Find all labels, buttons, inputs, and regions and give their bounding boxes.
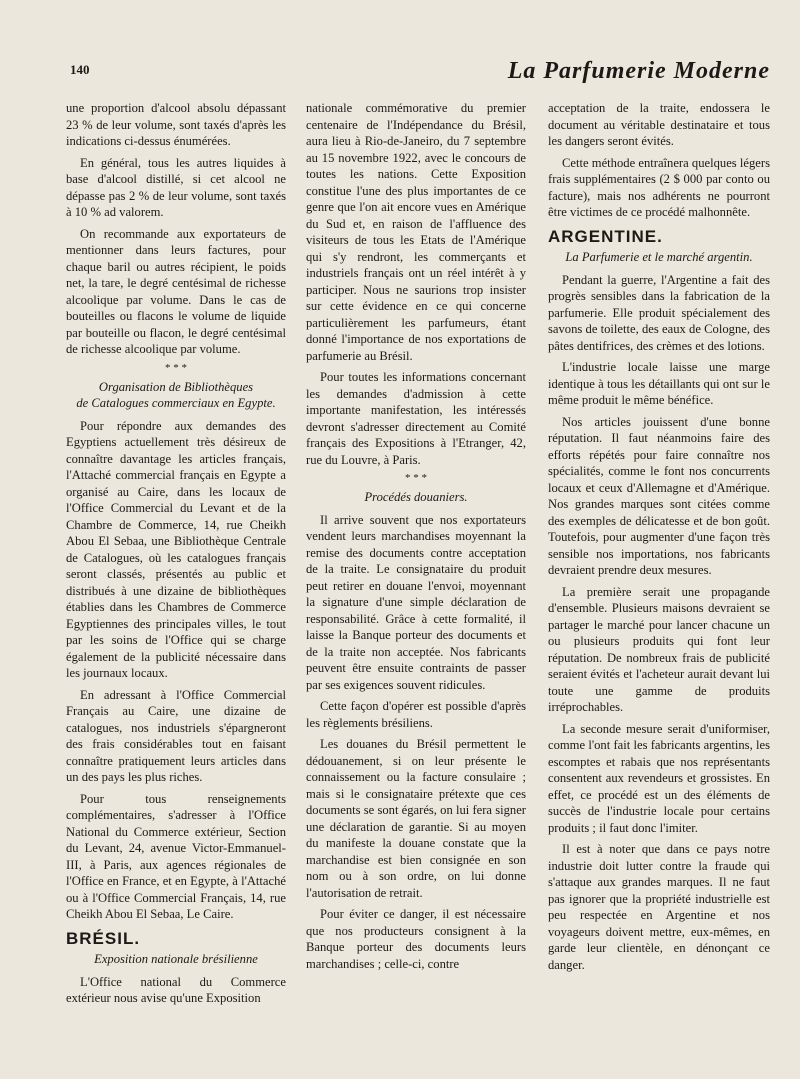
paragraph: acceptation de la traite, endossera le document au véritable destinataire et tous les dangers seront évités. [548,101,770,148]
paragraph: Pour éviter ce danger, il est nécessaire que nos producteurs consignent à la Banque porteur des documents leurs marchandises ; celle-ci, contre [306,907,526,971]
paragraph: Pour toutes les informations concernant les demandes d'admission à cette importante manifestation, les intéressés devront s'adresser directement au Comité français des Expositions à l'Etranger, 42, rue du Louvre, à Paris. [306,370,526,467]
journal-title: La Parfumerie Moderne [507,58,770,84]
paragraph: une proportion d'alcool absolu dépassant 23 % de leur volume, sont taxés d'après les indications ci-dessus énumérées. [66,101,286,148]
paragraph: La seconde mesure serait d'uniformiser, comme l'ont fait les fabricants argentins, les escomptes et rabais que nos représentants consentent aux revendeurs et grossistes. En effet, ce procédé est un des éléments de succès de l'industrie locale pour certains produits ; il faut donc l'imiter. [548,721,770,835]
section-separator: * * * [165,361,187,374]
paragraph: Pendant la guerre, l'Argentine a fait des progrès sensibles dans la fabrication de la parfumerie. Elle produit spécialement des savons de toilette, des eaux de Cologne, des pâtes dentifrices, des crèmes et des lotions. [548,272,770,353]
section-title: BRÉSIL. [66,928,141,948]
paragraph: Cette façon d'opérer est possible d'après les règlements brésiliens. [306,699,526,730]
column-3 [548,100,770,978]
section-separator: * * * [405,472,427,484]
section-subhead [66,379,286,412]
paragraph: Les douanes du Brésil permettent le dédouanement, si on leur présente le connaissement ou la facture consulaire ; mais si le consignataire prétexte que ces documents se sont égarés, on lui fera signer une déclaration de garantie. Si au moyen du manifeste la douane constate que la marchandise est bien consignée en son nom ou à son ordre, on lui donne l'autorisation de retrait. [306,737,526,900]
paragraph: La première serait une propagande d'ensemble. Plusieurs maisons devraient se partager le marché pour lancer chacune un ou plusieurs produits qui font leur réputation. De nombreux frais de publicité seraient évités et l'acheteur aurait devant lui toute une gamme de produits irréprochables. [548,584,770,714]
paragraph: Cette méthode entraînera quelques légers frais supplémentaires (2 $ 000 par conto ou facture), mais nos adhérents ne pourront être victimes de ce procédé malhonnête. [548,155,770,219]
paragraph: Nos articles jouissent d'une bonne réputation. Il faut néanmoins faire des efforts répétés pour faire connaître nos spécialités, comme le font nos concurrents locaux et ceux d'Allemagne et d'Amérique. Nos grandes marques sont citées comme des exemples de délicatesse et de bon goût. Toutefois, pour augmenter d'une façon très sensible nos importations, nos fabricants devraient prendre deux mesures. [548,414,770,577]
paragraph: Pour tous renseignements complémentaires, s'adresser à l'Office National du Commerce extérieur, Section du Levant, 24, avenue Victor-Emmanuel-III, à Paris, aux agences régionales de l'Office en France, et en Egypte, à l'Attaché ou à l'Office Commercial Français, 14, rue Cheikh Abou El Sebaa, Le Caire. [66,791,286,921]
paragraph: Pour répondre aux demandes des Egyptiens actuellement très désireux de connaître davantage les articles français, l'Attaché commercial français en Egypte a organisé au Caire, dans les locaux de l'Office Commercial du Levant et de la Chambre de Commerce, 14, rue Cheikh Abou El Sebaa, une Bibliothèque Centrale de Catalogues, où les catalogues français seront classés, présentés au public et distribués à une dizaine de bibliothèques établies dans les Chambres de Commerce Egyptiennes des principales villes, le tout par les soins de l'Office qui se charge également de la publicité nécessaire dans les journaux locaux. [66,418,286,680]
column-2 [306,100,526,977]
paragraph: nationale commémorative du premier centenaire de l'Indépendance du Brésil, aura lieu à Rio-de-Janeiro, du 7 septembre au 15 novembre 1922, avec le concours de toutes les nations. Cette Exposition constitue l'une des plus importantes de ce genre que l'on ait encore vues en Amérique du Sud et, en raison de l'affluence des visiteurs de tous les Etats de l'Amérique qui s'y rendront, les commerçants et industriels français ont un réel intérêt à y participer. Nous ne saurions trop insister sur cette évidence en ce qui concerne particulièrement les parfumeurs, étant donné l'importance de nos exportations de parfumerie au Brésil. [306,101,526,363]
paragraph: Il arrive souvent que nos exportateurs vendent leurs marchandises moyennant la remise des documents contre acceptation de la traite. Le consignataire du produit peut retirer en douane l'envoi, moyennant la signature d'une simple déclaration de responsabilité. Grâce à cette formalité, il laisse la Banque porteur des documents et de la traite non acceptée. Nos fabricants peuvent être ensuite contraints de passer par ses exigences souvent ridicules. [306,512,526,692]
paragraph: Il est à noter que dans ce pays notre industrie doit lutter contre la fraude qui s'attaque aux grandes marques. Il ne faut pas ignorer que la propriété industrielle est peu respectée en Argentine et nos voyageurs doivent mettre, eux-mêmes, en garde leur clientèle, en dénonçant ce danger. [548,842,770,972]
paragraph: En général, tous les autres liquides à base d'alcool distillé, si cet alcool ne dépasse pas 2 % de leur volume, sont taxés à 10 % ad valorem. [66,155,286,219]
column-1 [66,100,286,1012]
section-subhead: Exposition nationale brésilienne [94,952,258,966]
subhead-line: de Catalogues commerciaux en Egypte. [76,396,276,410]
paragraph: L'industrie locale laisse une marge identique à tous les détaillants qui ont sur le même produit le même bénéfice. [548,360,770,407]
paragraph: L'Office national du Commerce extérieur nous avise qu'une Exposition [66,974,286,1005]
page-number: 140 [70,62,90,77]
section-subhead: Procédés douaniers. [364,490,468,504]
section-title: ARGENTINE. [548,226,663,246]
subhead-line: Organisation de Bibliothèques [98,379,254,394]
paragraph: En adressant à l'Office Commercial Français au Caire, une dizaine de catalogues, nos industriels s'épargneront des frais considérables tout en faisant connaître pratiquement leurs articles dans un des pays les plus riches. [66,687,286,784]
section-subhead: La Parfumerie et le marché argentin. [565,250,753,264]
paragraph: On recommande aux exportateurs de mentionner dans leurs factures, pour chaque baril ou autres récipient, le poids net, la tare, le degré centésimal de richesse alcoolique par volume. Dans le cas de bouteilles ou flacons le volume de liquide par bouteille ou flacon, le degré centésimal de richesse alcoolique par volume. [66,226,286,356]
